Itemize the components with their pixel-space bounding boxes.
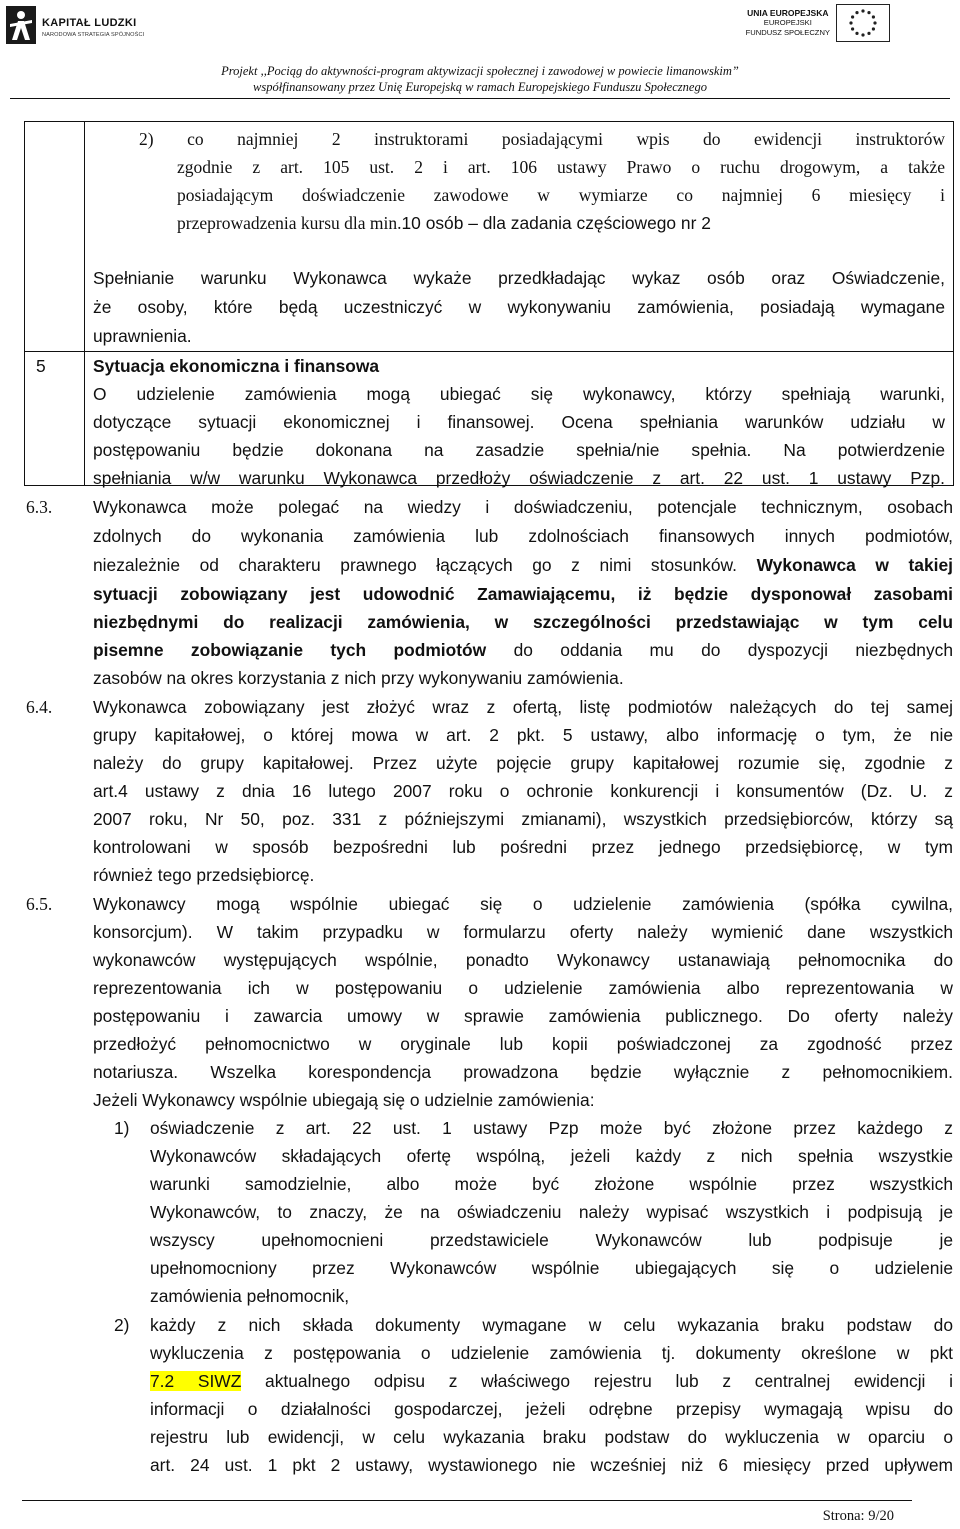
list-item-2-line: informacji o działalności gospodarczej, jeżeli odrębne przepisy wymagają wpisu do bbox=[150, 1399, 953, 1419]
table-column-divider bbox=[84, 122, 85, 485]
section-6-4-line: grupy kapitałowej, o której mowa w art. 2 pkt. 5 ustawy, albo informację o tym, że nie bbox=[93, 725, 953, 745]
list-item-1-line: oświadczenie z art. 22 ust. 1 ustawy Pzp może być złożone przez każdego z bbox=[150, 1118, 953, 1138]
section-6-3-normal-text: niezależnie od charakteru prawnego łączących go z nimi stosunków. bbox=[93, 555, 737, 575]
list-item-2-line3-rest: aktualnego odpisu z właściwego rejestru lub z centralnej ewidencji i bbox=[265, 1371, 953, 1391]
section-6-3-bold-line: niezbędnymi do realizacji zamówienia, w szczególności przedstawiając w tym celu bbox=[93, 612, 953, 632]
section-6-3-line-mixed bbox=[93, 640, 953, 660]
footer-divider bbox=[22, 1500, 912, 1501]
section-6-5-last-line: Jeżeli Wykonawcy wspólnie ubiegają się o udzielnie zamówienia: bbox=[93, 1090, 595, 1110]
section-6-3-line: Wykonawca może polegać na wiedzy i doświadczeniu, potencjale technicznym, osobach bbox=[93, 497, 953, 517]
section-6-3-bold-text: pisemne zobowiązanie tych podmiotów bbox=[93, 640, 487, 660]
eu-logo bbox=[730, 2, 926, 48]
kapital-ludzki-logo bbox=[6, 4, 176, 48]
row5-heading: Sytuacja ekonomiczna i finansowa bbox=[93, 356, 380, 376]
kapital-ludzki-title: KAPITAŁ LUDZKI bbox=[42, 17, 137, 29]
section-6-4-line: Wykonawca zobowiązany jest złożyć wraz z ofertą, listę podmiotów należących do tej samej bbox=[93, 697, 953, 717]
siwz-reference-highlight: 7.2 SIWZ bbox=[150, 1371, 242, 1391]
section-6-5-line: konsorcjum). W takim przypadku w formularzu oferty należy wymienić dane wszystkich bbox=[93, 922, 953, 942]
eu-logo-text bbox=[746, 8, 830, 38]
row5-line: spełniania w/w warunku Wykonawca przedłoży oświadczenie z art. 22 ust. 1 ustawy Pzp. bbox=[93, 468, 945, 488]
row5-line: postępowaniu będzie dokonana na zasadzie spełnia/nie spełnia. Na potwierdzenie bbox=[93, 440, 945, 460]
list-item-2-last-line: art. 24 ust. 1 pkt 2 ustawy, wystawionego nie wcześniej niż 6 miesięcy przed upływem bbox=[150, 1455, 953, 1475]
row5-line: O udzielenie zamówienia mogą ubiegać się wykonawcy, którzy spełniają warunki, bbox=[93, 384, 945, 404]
row4-item2-last-serif: przeprowadzenia kursu dla min. bbox=[177, 213, 402, 233]
list-item-1-line: warunki samodzielnie, albo może być złożone wspólnie przez wszystkich bbox=[150, 1174, 953, 1194]
project-title-line1: Projekt ,,Pociąg do aktywności-program aktywizacji społecznej i zawodowej w powiecie limanowskim” bbox=[221, 64, 739, 78]
row5-line: dotyczące sytuacji ekonomicznej i finansowej. Ocena spełniania warunków udziału w bbox=[93, 412, 945, 432]
section-6-4-last-line: również tego przedsiębiorcę. bbox=[93, 865, 315, 885]
section-6-3-line-mixed bbox=[93, 555, 953, 575]
kapital-ludzki-subtitle: NARODOWA STRATEGIA SPÓJNOŚCI bbox=[42, 32, 145, 38]
list-item-1-line: upełnomocniony przez Wykonawców wspólnie ubiegających się o udzielenie bbox=[150, 1258, 953, 1278]
row4-item2-last-sans: 10 osób – dla zadania częściowego nr 2 bbox=[401, 213, 711, 233]
section-6-3-normal-text: do oddania mu do dyspozycji niezbędnych bbox=[513, 640, 954, 660]
row4-condition-line: że osoby, które będą uczestniczyć w wykonywaniu zamówienia, posiadają wymagane bbox=[93, 297, 945, 317]
section-6-4-line: kontrolowani w sposób bezpośredni lub pośredni przez jednego przedsiębiorcę, w tym bbox=[93, 837, 953, 857]
section-6-3-last-line: zasobów na okres korzystania z nich przy wykonywaniu zamówienia. bbox=[93, 668, 624, 688]
list-item-1-line: wszyscy upełnomocnieni przedstawiciele Wykonawców lub podpisuje je bbox=[150, 1230, 953, 1250]
section-6-4-number: 6.4. bbox=[26, 697, 53, 717]
section-6-5-line: wykonawców występujących wspólnie, ponadto Wykonawcy ustanawiają pełnomocnika do bbox=[93, 950, 953, 970]
row4-item2-line: 2) co najmniej 2 instruktorami posiadającymi wpis do ewidencji instruktorów bbox=[139, 129, 945, 149]
section-6-5-line: przedłożyć pełnomocnictwo w oryginale lub kopii poświadczonej za zgodność przez bbox=[93, 1034, 953, 1054]
section-6-4-line: należy do grupy kapitałowej. Przez użyte pojęcie grupy kapitałowej rozumie się, zgodnie z bbox=[93, 753, 953, 773]
section-6-3-bold-text: Wykonawca w takiej bbox=[756, 555, 953, 575]
section-6-5-line: postępowaniu i zawarcia umowy w sprawie zamówienia publicznego. Do oferty należy bbox=[93, 1006, 953, 1026]
section-6-5-line: reprezentowania ich w postępowaniu o udzielenie zamówienia albo reprezentowania w bbox=[93, 978, 953, 998]
page-header bbox=[0, 0, 960, 100]
header-divider bbox=[10, 98, 950, 99]
eu-logo-line3: FUNDUSZ SPOŁECZNY bbox=[745, 28, 830, 37]
eu-flag-icon bbox=[836, 4, 890, 42]
list-item-2-line: rejestru lub ewidencji, w celu wykazania braku podstaw do wykluczenia w oparciu o bbox=[150, 1427, 953, 1447]
row4-item2-line: zgodnie z art. 105 ust. 2 i art. 106 ustawy Prawo o ruchu drogowym, a także bbox=[177, 157, 945, 177]
section-6-5-line: Wykonawcy mogą wspólnie ubiegać się o udzielenie zamówienia (spółka cywilna, bbox=[93, 894, 953, 914]
list-item-1-line: Wykonawców składających ofertę wspólną, jeżeli każdy z nich spełnia wszystkie bbox=[150, 1146, 953, 1166]
section-6-5-line: notariusza. Wszelka korespondencja prowadzona będzie wyłącznie z pełnomocnikiem. bbox=[93, 1062, 953, 1082]
list-item-2-line: wykluczenia z postępowania o udzielenie zamówienia tj. dokumenty określone w pkt bbox=[150, 1343, 953, 1363]
list-item-2-marker: 2) bbox=[114, 1315, 130, 1335]
kapital-ludzki-emblem-icon bbox=[6, 6, 36, 44]
row4-item2-last-line bbox=[177, 213, 711, 233]
page-number: Strona: 9/20 bbox=[822, 1508, 894, 1524]
section-6-4-line: 2007 roku, Nr 50, poz. 331 z późniejszymi zmianami), wszystkich przedsiębiorców, którzy są bbox=[93, 809, 953, 829]
row4-condition-line: Spełnianie warunku Wykonawca wykaże przedkładając wykaz osób oraz Oświadczenie, bbox=[93, 268, 945, 288]
list-item-1-marker: 1) bbox=[114, 1118, 130, 1138]
section-6-3-line: zdolnych do wykonania zamówienia lub zdolnościach finansowych innych podmiotów, bbox=[93, 526, 953, 546]
row4-condition-last-line: uprawnienia. bbox=[93, 326, 192, 346]
list-item-2-line-highlighted bbox=[150, 1371, 953, 1391]
list-item-1-line: Wykonawców, to znaczy, że na oświadczeniu należy wypisać wszystkich i podpisują je bbox=[150, 1202, 953, 1222]
table-row-divider bbox=[25, 351, 953, 352]
section-6-3-bold-line: sytuacji zobowiązany jest udowodnić Zamawiającemu, iż będzie dysponował zasobami bbox=[93, 584, 953, 604]
section-6-3-number: 6.3. bbox=[26, 497, 53, 517]
eu-logo-line1: UNIA EUROPEJSKA bbox=[747, 8, 829, 18]
list-item-2-line: każdy z nich składa dokumenty wymagane w celu wykazania braku podstaw do bbox=[150, 1315, 953, 1335]
row4-item2-line: posiadającym doświadczenie zawodowe w wymiarze co najmniej 6 miesięcy i bbox=[177, 185, 945, 205]
list-item-1-last-line: zamówienia pełnomocnik, bbox=[150, 1286, 350, 1306]
eu-logo-line2: EUROPEJSKI bbox=[763, 18, 812, 27]
section-6-5-number: 6.5. bbox=[26, 894, 53, 914]
section-6-4-line: art.4 ustawy z dnia 16 lutego 2007 roku o ochronie konkurencji i konsumentów (Dz. U. z bbox=[93, 781, 953, 801]
project-title-line2: współfinansowany przez Unię Europejską w ramach Europejskiego Funduszu Społecznego bbox=[253, 80, 707, 94]
row5-number: 5 bbox=[36, 356, 46, 376]
